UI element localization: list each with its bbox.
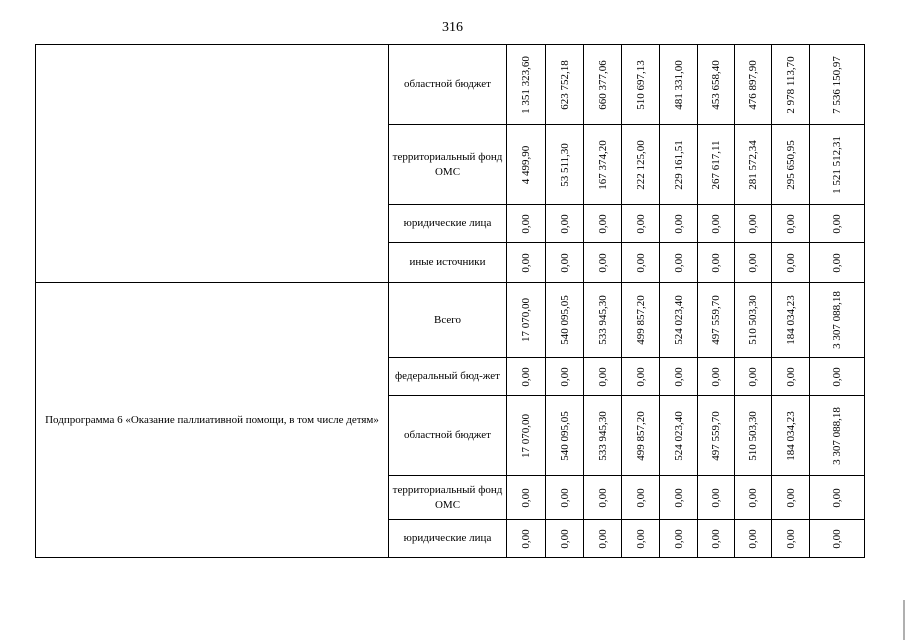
value-cell: 0,00	[584, 243, 622, 283]
value-cell: 481 331,00	[660, 45, 698, 125]
value-cell: 0,00	[507, 243, 546, 283]
funding-source-cell: территориальный фонд ОМС	[389, 125, 507, 205]
funding-source-cell: иные источники	[389, 243, 507, 283]
funding-source-cell: федеральный бюд-жет	[389, 358, 507, 396]
value-cell: 0,00	[507, 476, 546, 520]
value-cell: 499 857,20	[622, 283, 660, 358]
value-cell: 0,00	[622, 358, 660, 396]
funding-source-cell: Всего	[389, 283, 507, 358]
value-cell: 533 945,30	[584, 283, 622, 358]
value-cell: 533 945,30	[584, 396, 622, 476]
value-cell: 476 897,90	[735, 45, 772, 125]
value-cell: 0,00	[772, 358, 810, 396]
value-cell: 0,00	[660, 520, 698, 558]
value-cell: 0,00	[735, 243, 772, 283]
value-cell: 0,00	[660, 205, 698, 243]
value-cell: 0,00	[584, 205, 622, 243]
value-cell: 222 125,00	[622, 125, 660, 205]
value-cell: 0,00	[810, 520, 865, 558]
funding-source-cell: юридические лица	[389, 205, 507, 243]
program-name-cell: Подпрограмма 6 «Оказание паллиативной помощи, в том числе детям»	[36, 283, 389, 558]
value-cell: 7 536 150,97	[810, 45, 865, 125]
value-cell: 0,00	[622, 476, 660, 520]
value-cell: 0,00	[622, 243, 660, 283]
value-cell: 510 503,30	[735, 396, 772, 476]
value-cell: 295 650,95	[772, 125, 810, 205]
value-cell: 0,00	[660, 358, 698, 396]
value-cell: 0,00	[772, 520, 810, 558]
table-row	[36, 283, 865, 358]
value-cell: 524 023,40	[660, 283, 698, 358]
value-cell: 0,00	[810, 476, 865, 520]
value-cell: 540 095,05	[546, 283, 584, 358]
page-number: 316	[442, 20, 463, 35]
value-cell: 0,00	[584, 358, 622, 396]
value-cell: 184 034,23	[772, 396, 810, 476]
program-name-cell	[36, 45, 389, 283]
value-cell: 0,00	[772, 205, 810, 243]
value-cell: 17 070,00	[507, 396, 546, 476]
value-cell: 281 572,34	[735, 125, 772, 205]
value-cell: 0,00	[546, 520, 584, 558]
value-cell: 524 023,40	[660, 396, 698, 476]
value-cell: 267 617,11	[698, 125, 735, 205]
funding-source-cell: областной бюджет	[389, 45, 507, 125]
value-cell: 0,00	[735, 205, 772, 243]
value-cell: 510 697,13	[622, 45, 660, 125]
value-cell: 0,00	[772, 476, 810, 520]
value-cell: 0,00	[735, 520, 772, 558]
value-cell: 0,00	[810, 243, 865, 283]
value-cell: 0,00	[584, 520, 622, 558]
value-cell: 0,00	[507, 520, 546, 558]
value-cell: 0,00	[546, 243, 584, 283]
value-cell: 0,00	[507, 358, 546, 396]
value-cell: 0,00	[622, 520, 660, 558]
value-cell: 2 978 113,70	[772, 45, 810, 125]
value-cell: 497 559,70	[698, 283, 735, 358]
value-cell: 53 511,30	[546, 125, 584, 205]
value-cell: 0,00	[546, 205, 584, 243]
value-cell: 0,00	[735, 476, 772, 520]
value-cell: 0,00	[546, 476, 584, 520]
value-cell: 0,00	[772, 243, 810, 283]
value-cell: 0,00	[698, 476, 735, 520]
value-cell: 0,00	[660, 476, 698, 520]
value-cell: 623 752,18	[546, 45, 584, 125]
value-cell: 167 374,20	[584, 125, 622, 205]
value-cell: 4 499,90	[507, 125, 546, 205]
value-cell: 0,00	[810, 205, 865, 243]
value-cell: 17 070,00	[507, 283, 546, 358]
value-cell: 0,00	[507, 205, 546, 243]
value-cell: 1 351 323,60	[507, 45, 546, 125]
value-cell: 497 559,70	[698, 396, 735, 476]
value-cell: 0,00	[810, 358, 865, 396]
value-cell: 0,00	[735, 358, 772, 396]
value-cell: 540 095,05	[546, 396, 584, 476]
value-cell: 0,00	[698, 520, 735, 558]
value-cell: 453 658,40	[698, 45, 735, 125]
value-cell: 0,00	[698, 358, 735, 396]
value-cell: 0,00	[546, 358, 584, 396]
value-cell: 660 377,06	[584, 45, 622, 125]
value-cell: 0,00	[584, 476, 622, 520]
funding-source-cell: территориальный фонд ОМС	[389, 476, 507, 520]
value-cell: 0,00	[698, 205, 735, 243]
budget-table	[35, 44, 865, 558]
funding-source-cell: областной бюджет	[389, 396, 507, 476]
value-cell: 3 307 088,18	[810, 283, 865, 358]
value-cell: 0,00	[698, 243, 735, 283]
value-cell: 229 161,51	[660, 125, 698, 205]
value-cell: 184 034,23	[772, 283, 810, 358]
value-cell: 3 307 088,18	[810, 396, 865, 476]
funding-source-cell: юридические лица	[389, 520, 507, 558]
table-row	[36, 45, 865, 125]
value-cell: 1 521 512,31	[810, 125, 865, 205]
value-cell: 0,00	[622, 205, 660, 243]
value-cell: 510 503,30	[735, 283, 772, 358]
value-cell: 499 857,20	[622, 396, 660, 476]
value-cell: 0,00	[660, 243, 698, 283]
